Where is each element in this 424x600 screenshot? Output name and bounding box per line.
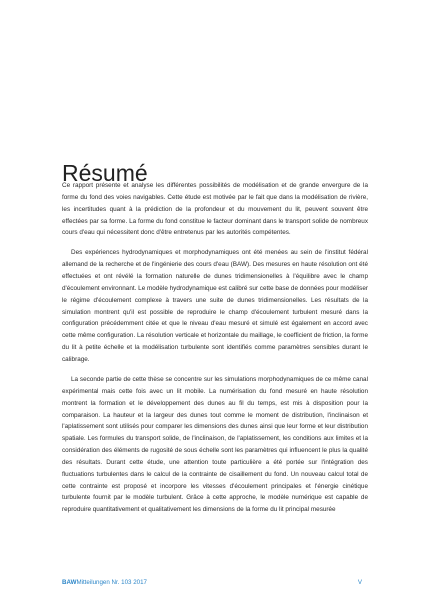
series-info: Mitteilungen Nr. 103 2017 <box>76 579 147 586</box>
paragraph-1: Ce rapport présente et analyse les différentes possibilités de modélisation et de grande envergure de la forme du fond des voies navigables. Cette étude est motivée par le fait que dans la modélisation de rivière, les incertitudes quant à la prédiction de la profondeur et du mouvement du lit, peuvent souvent être effectées par sa forme. La forme du fond constitue le facteur dominant dans le transport solide de nombreux cours d'eau qui nécessitent donc d'être entretenus par les autorités compétentes. <box>62 182 368 237</box>
page-footer <box>62 578 362 588</box>
paragraph-3: La seconde partie de cette thèse se concentre sur les simulations morphodynamiques de ce même canal expérimental mais cette fois avec un lit mobile. La numérisation du fond mesuré en haute résolution montrent la formation et le développement des dunes au fil du temps, est mis à disposition pour la comparaison. La hauteur et la largeur des dunes tout comme le moment de distribution, l'inclinaison et l'aplatissement sont utilisés pour comparer les dimensions des dunes ainsi que leur forme et leur distribution spatiale. Les formules du transport solide, de l'inclinaison, de l'aplatissement, les conditions aux limites et la considération des éléments de rugosité de sous échelle sont les paramètres qui influencent le plus la qualité des résultats. Durant cette étude, une attention toute particulière a été portée sur l'intégration des fluctuations turbulentes dans le calcul de la contrainte de cisaillement du fond. Un nouveau calcul total de cette contrainte est proposé et incorpore les vitesses d'écoulement principales et l'énergie cinétique turbulente fournit par le modèle turbulent. Grâce à cette approche, le modèle numérique est capable de reproduire quantitativement et qualitativement les dimensions de la forme du lit principal mesurée <box>62 376 368 514</box>
publisher-brand: BAW <box>62 579 77 586</box>
section-title: Résumé <box>62 160 148 186</box>
publication-reference <box>62 578 147 588</box>
paragraph-2: Des expériences hydrodynamiques et morphodynamiques ont été menées au sein de l'institut fédéral allemand de la recherche et de l'ingénierie des cours d'eau (BAW). Des mesures en haute résolution ont été effectuées et ont révélé la formation naturelle de dunes tridimensionelles à l'équilibre avec le champ d'écoulement environnant. Le modèle hydrodynamique est calibré sur cette base de données pour modéliser le régime d'écoulement complexe à travers une suite de dunes tridimensionelles. Les résultats de la simulation montrent qu'il est possible de reproduire le champ d'écoulement turbulent mesuré dans la configuration précédemment citée et que le niveau d'eau mesuré et simulé est également en accord avec cette même configuration. La résolution verticale et horizontale du maillage, le coefficient de friction, la forme du lit à petite échelle et la modélisation turbulente sont identifiés comme paramètres sensibles durant le calibrage. <box>62 249 368 363</box>
body-text <box>62 180 368 524</box>
page-number: V <box>357 579 362 586</box>
